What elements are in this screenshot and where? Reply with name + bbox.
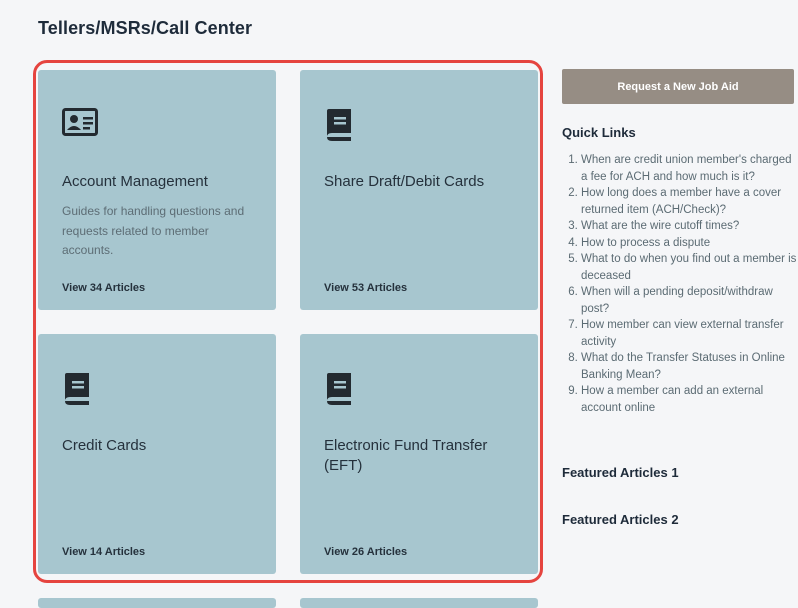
list-item bbox=[581, 185, 798, 218]
featured-articles-2-heading[interactable]: Featured Articles 2 bbox=[562, 512, 679, 527]
card-title: Electronic Fund Transfer (EFT) bbox=[324, 437, 488, 474]
quick-link[interactable]: When are credit union member's charged a fee for ACH and how much is it? bbox=[581, 154, 792, 183]
list-item bbox=[581, 317, 798, 350]
card-title: Share Draft/Debit Cards bbox=[324, 173, 485, 190]
quick-link[interactable]: How to process a dispute bbox=[581, 236, 711, 249]
quick-link[interactable]: How long does a member have a cover returned item (ACH/Check)? bbox=[581, 187, 782, 216]
quick-links-heading: Quick Links bbox=[562, 125, 636, 140]
list-item bbox=[581, 218, 798, 235]
contact-card-icon bbox=[62, 108, 98, 141]
request-job-aid-button[interactable]: Request a New Job Aid bbox=[562, 69, 794, 104]
book-icon bbox=[324, 372, 354, 411]
view-articles-link[interactable]: View 34 Articles bbox=[62, 282, 146, 294]
list-item bbox=[581, 383, 798, 416]
card-title: Account Management bbox=[62, 173, 208, 190]
category-card-share-draft-debit-cards[interactable] bbox=[300, 70, 538, 310]
category-card-credit-cards[interactable] bbox=[38, 334, 276, 574]
category-card-account-management[interactable] bbox=[38, 70, 276, 310]
view-articles-link[interactable]: View 53 Articles bbox=[324, 282, 408, 294]
view-articles-link[interactable]: View 14 Articles bbox=[62, 546, 146, 558]
card-description: Guides for handling questions and requests related to member accounts. bbox=[62, 204, 245, 257]
quick-link[interactable]: What do the Transfer Statuses in Online Banking Mean? bbox=[581, 352, 785, 381]
quick-links-list bbox=[562, 152, 798, 416]
quick-link[interactable]: What to do when you find out a member is deceased bbox=[581, 253, 797, 282]
page-title: Tellers/MSRs/Call Center bbox=[38, 18, 253, 38]
quick-link[interactable]: How a member can add an external account online bbox=[581, 385, 764, 414]
book-icon bbox=[62, 372, 92, 411]
quick-link[interactable]: How member can view external transfer activity bbox=[581, 319, 784, 348]
category-card-partial[interactable] bbox=[38, 598, 276, 608]
list-item bbox=[581, 152, 798, 185]
quick-link[interactable]: What are the wire cutoff times? bbox=[581, 220, 740, 232]
list-item bbox=[581, 284, 798, 317]
list-item bbox=[581, 251, 798, 284]
featured-articles-1-heading[interactable]: Featured Articles 1 bbox=[562, 465, 679, 480]
category-card-electronic-fund-transfer[interactable] bbox=[300, 334, 538, 574]
card-title: Credit Cards bbox=[62, 437, 147, 454]
list-item bbox=[581, 350, 798, 383]
book-icon bbox=[324, 108, 354, 147]
category-card-partial[interactable] bbox=[300, 598, 538, 608]
quick-link[interactable]: When will a pending deposit/withdraw post? bbox=[581, 286, 773, 315]
list-item bbox=[581, 235, 798, 252]
view-articles-link[interactable]: View 26 Articles bbox=[324, 546, 408, 558]
